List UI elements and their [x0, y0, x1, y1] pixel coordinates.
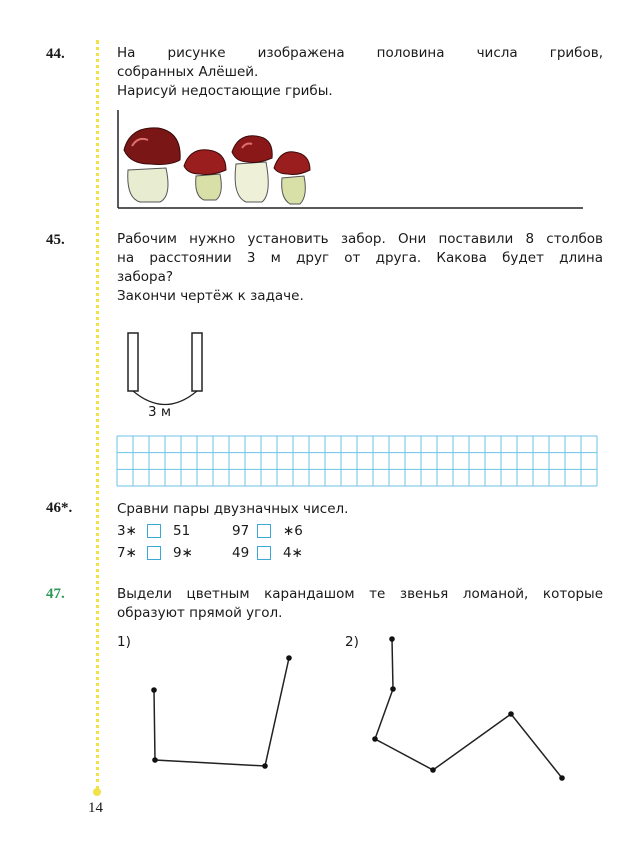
figure-1-label: 1)	[117, 634, 131, 650]
pair-3-left: 7∗	[117, 545, 137, 561]
polyline-1-vertices	[151, 655, 292, 769]
polyline-2-vertex-4	[430, 767, 436, 773]
task-47-line-2: образуют прямой угол.	[117, 605, 283, 621]
task-44-line-1: На рисунке изображена половина числа грибов,	[117, 45, 603, 61]
task-45-line-3: забора?	[117, 269, 174, 285]
polyline-2-vertices	[372, 636, 565, 781]
polyline-2-vertex-5	[508, 711, 514, 717]
polyline-1-vertex-4	[286, 655, 292, 661]
pair-4-right: 4∗	[283, 545, 303, 561]
figure-2-label: 2)	[345, 634, 359, 650]
polyline-1-vertex-3	[262, 763, 268, 769]
pair-3-right: 9∗	[173, 545, 193, 561]
polyline-1-vertex-1	[151, 687, 157, 693]
task-45-line-2: на расстоянии 3 м друг от друга. Какова будет длина	[117, 250, 603, 266]
pair-2-left: 97	[232, 523, 250, 539]
task-44-number: 44.	[46, 46, 65, 62]
pair-1-right: 51	[173, 523, 191, 539]
task-47-number: 47.	[46, 586, 65, 602]
polyline-1-vertex-2	[152, 757, 158, 763]
page-number: 14	[88, 800, 103, 816]
task-46-line-1: Сравни пары двузначных чисел.	[117, 501, 349, 517]
task-45-line-1: Рабочим нужно установить забор. Они поставили 8 столбов	[117, 231, 603, 247]
pair-2-right: ∗6	[283, 523, 303, 539]
distance-label: 3 м	[148, 404, 172, 420]
polyline-2-vertex-3	[372, 736, 378, 742]
task-44-line-2: собранных Алёшей.	[117, 64, 259, 80]
pair-4-left: 49	[232, 545, 250, 561]
task-46-number: 46*.	[46, 500, 73, 516]
task-45-line-4: Закончи чертёж к задаче.	[117, 288, 304, 304]
task-47-line-1: Выдели цветным карандашом те звенья ломаной, которые	[117, 586, 603, 602]
polyline-2-vertex-2	[390, 686, 396, 692]
polyline-2-vertex-6	[559, 775, 565, 781]
pair-1-left: 3∗	[117, 523, 137, 539]
task-44-line-3: Нарисуй недостающие грибы.	[117, 83, 333, 99]
task-45-number: 45.	[46, 232, 65, 248]
polyline-2-vertex-1	[389, 636, 395, 642]
polyline-1	[154, 658, 289, 766]
polyline-2	[375, 639, 562, 778]
